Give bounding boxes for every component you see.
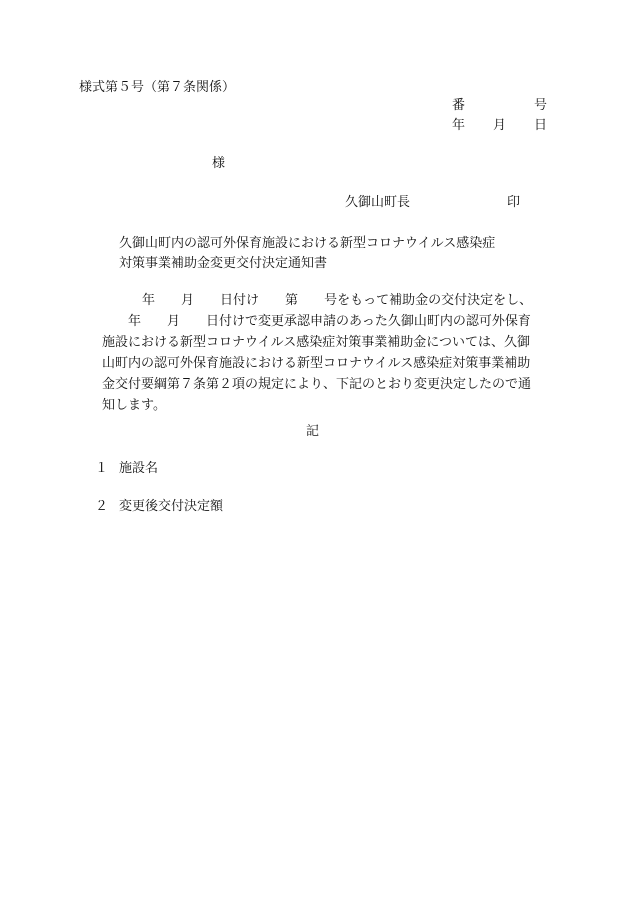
issuer-seal: 印 — [507, 195, 521, 210]
body-line-1-rest: 号をもって補助金の交付決定をし、 — [324, 293, 533, 308]
form-label: 様式第５号（第７条関係） — [79, 80, 236, 95]
title-line-2: 対策事業補助金変更交付決定通知書 — [119, 256, 328, 271]
item-1-label: 施設名 — [119, 461, 159, 476]
item-2-label: 変更後交付決定額 — [119, 499, 224, 514]
body-line-1 — [102, 290, 548, 311]
body-line-4: 山町内の認可外保育施設における新型コロナウイルス感染症対策事業補助 — [102, 356, 531, 371]
body-year-1: 年 — [142, 293, 156, 308]
ki-heading: 記 — [306, 424, 320, 439]
issuer-name: 久御山町長 — [345, 195, 411, 210]
body-year-2: 年 — [128, 314, 142, 329]
body-line-3: 施設における新型コロナウイルス感染症対策事業補助金については、久御 — [102, 335, 530, 350]
body-day-1: 日付け — [220, 293, 260, 308]
body-line-2-rest: 日付けで変更承認申請のあった久御山町内の認可外保育 — [206, 314, 531, 329]
body-dai: 第 — [285, 293, 299, 308]
body-line-5: 金交付要綱第７条第２項の規定により、下記のとおり変更決定したので通 — [102, 377, 532, 392]
date-year: 年 — [452, 118, 466, 133]
addressee-honorific: 様 — [212, 156, 226, 171]
body-line-2 — [102, 311, 548, 332]
title-line-1: 久御山町内の認可外保育施設における新型コロナウイルス感染症 — [119, 236, 496, 251]
item-1-number: １ — [95, 461, 109, 476]
body-paragraph — [102, 290, 548, 416]
date-month: 月 — [493, 118, 507, 133]
date-day: 日 — [534, 118, 548, 133]
document-title — [119, 234, 539, 274]
body-month-1: 月 — [181, 293, 195, 308]
item-2-number: ２ — [95, 499, 109, 514]
body-line-6: 知します。 — [102, 398, 166, 413]
number-label: 番 — [452, 98, 466, 113]
body-month-2: 月 — [167, 314, 181, 329]
number-suffix: 号 — [534, 98, 548, 113]
